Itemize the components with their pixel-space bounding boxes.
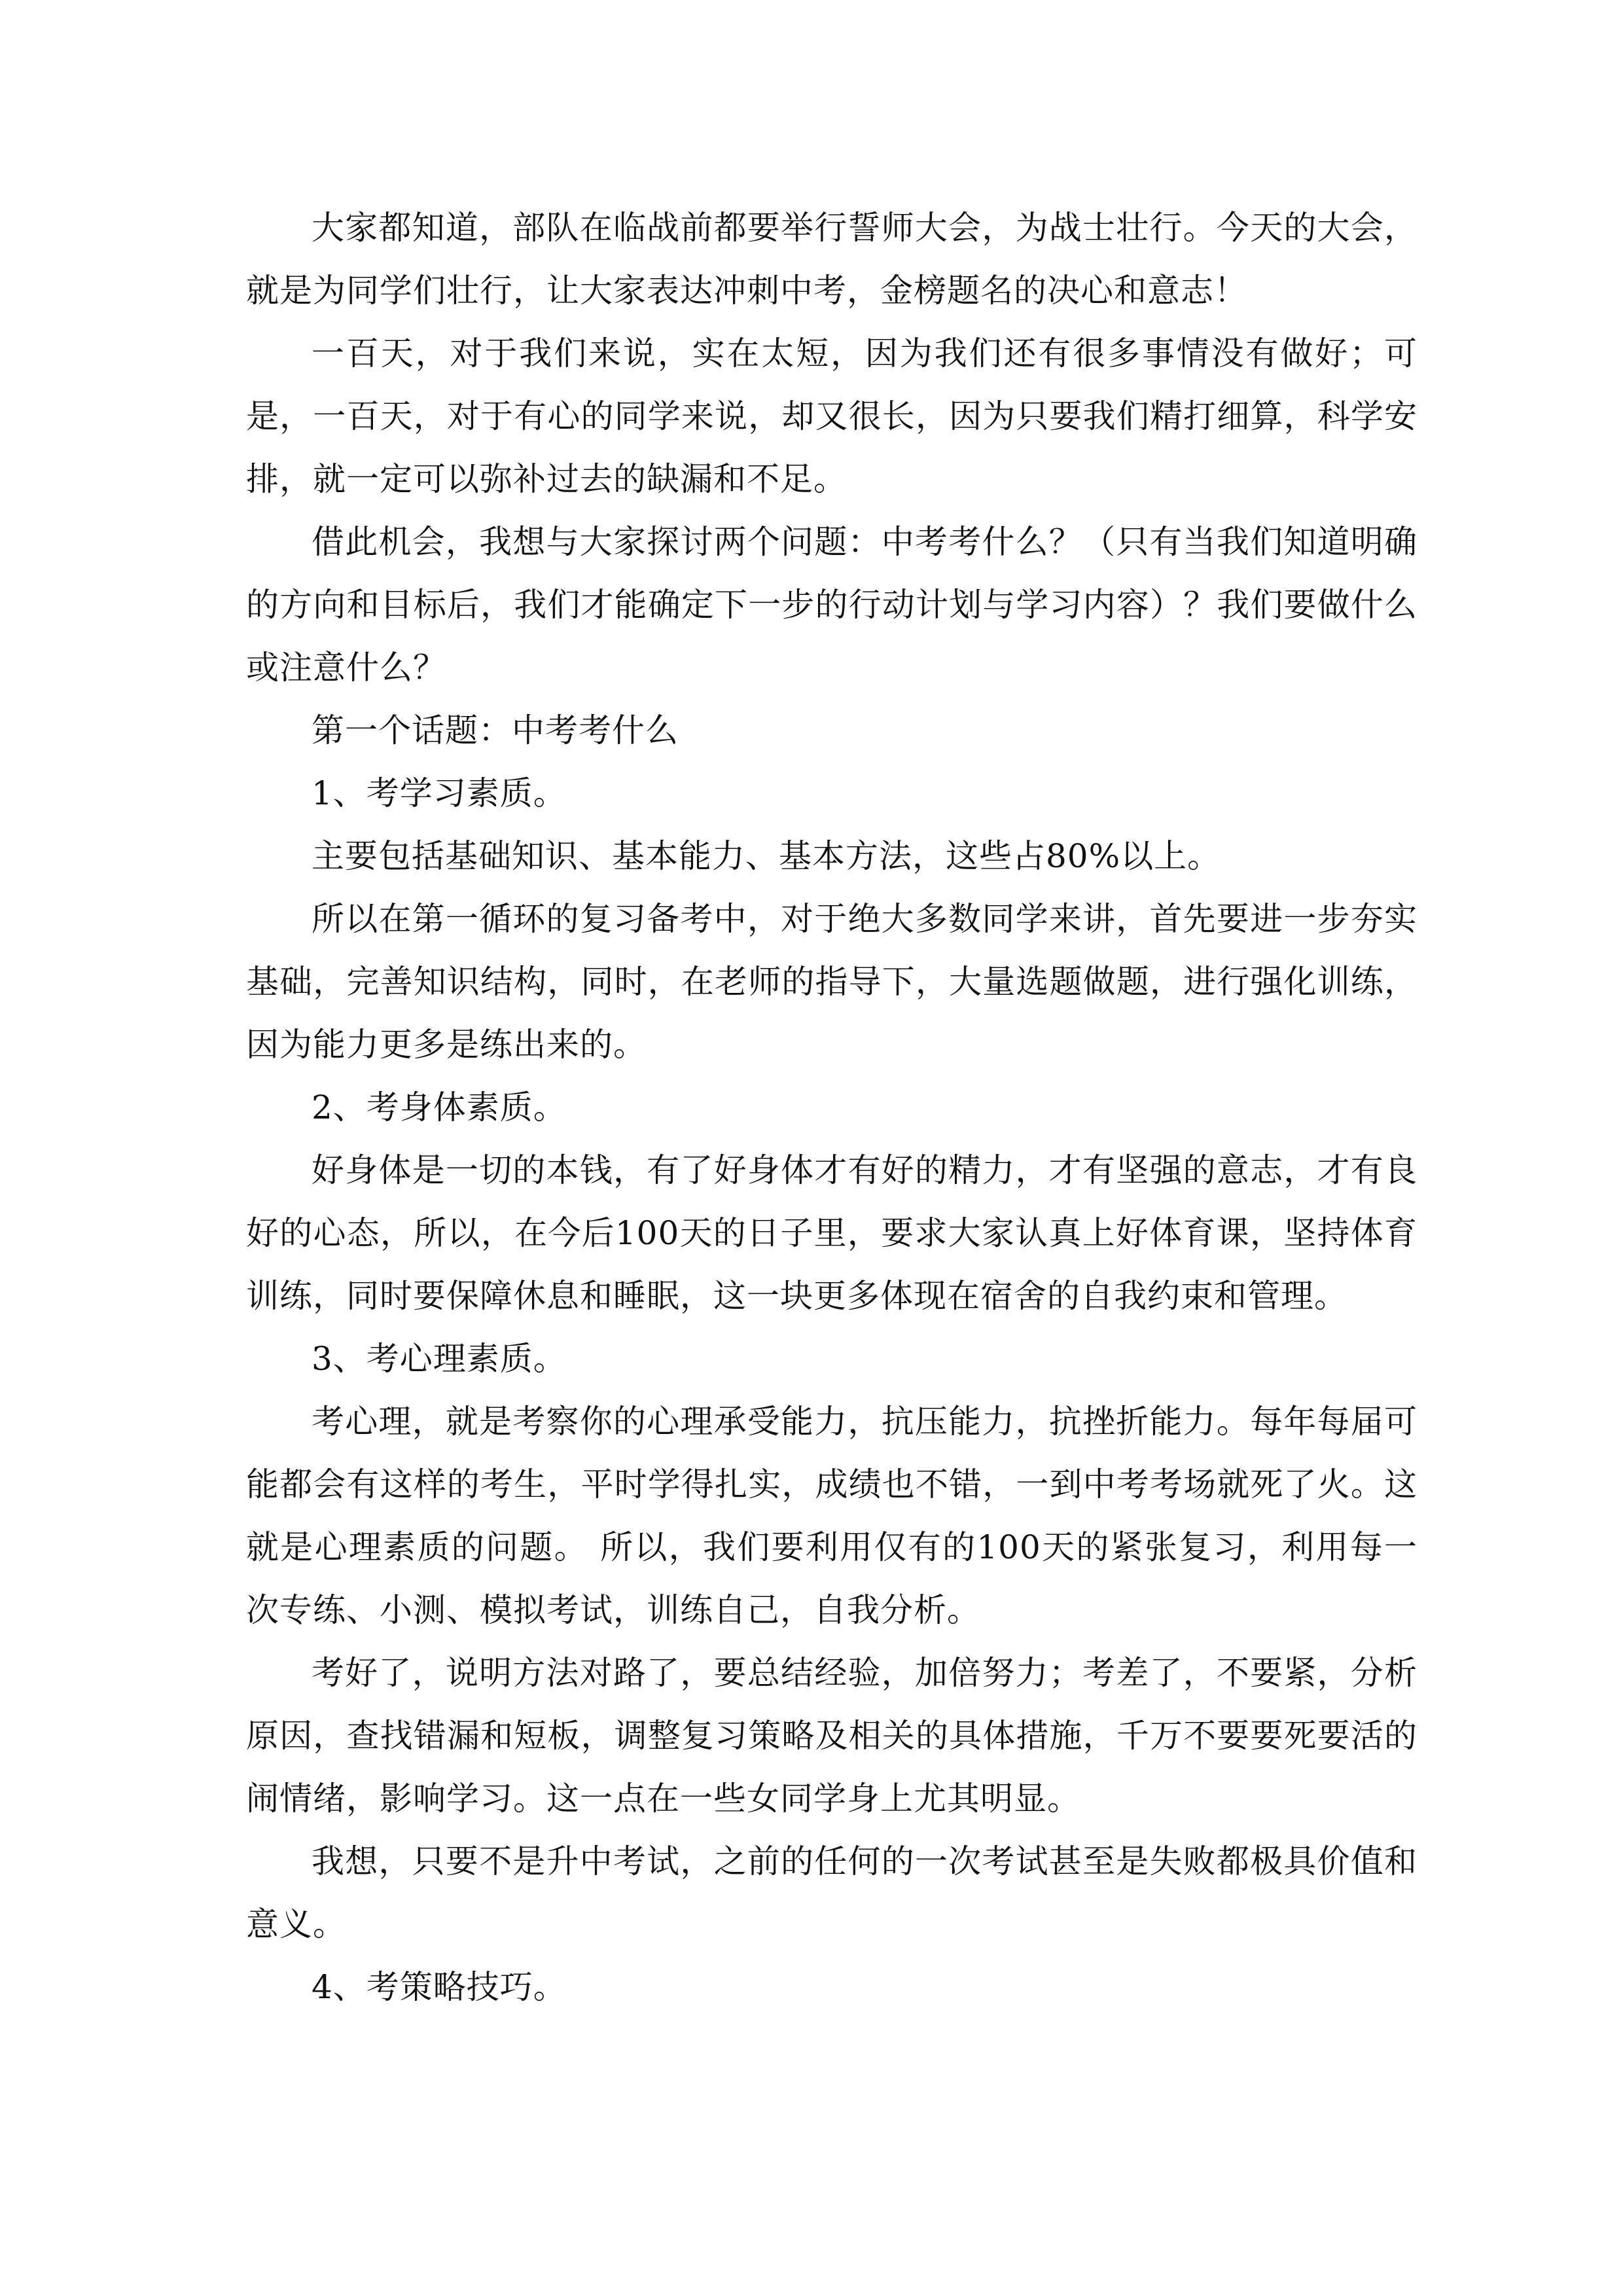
- paragraph-rally-intro: 大家都知道，部队在临战前都要举行誓师大会，为战士壮行。今天的大会，就是为同学们壮行，让大家表达冲刺中考，金榜题名的决心和意志！: [246, 209, 1418, 310]
- paragraph-learning-detail: 所以在第一循环的复习备考中，对于绝大多数同学来讲，首先要进一步夯实基础，完善知识结构，同时，在老师的指导下，大量选题做题，进行强化训练，因为能力更多是练出来的。: [246, 900, 1418, 1064]
- item-heading-physical: 2、考身体素质。: [312, 1088, 567, 1126]
- item-heading-learning: 1、考学习素质。: [312, 774, 567, 812]
- paragraph-physical-detail: 好身体是一切的本钱，有了好身体才有好的精力，才有坚强的意志，才有良好的心态，所以，在今后100天的日子里，要求大家认真上好体育课，坚持体育训练，同时要保障休息和睡眠，这一块更多体现在宿舍的自我约束和管理。: [246, 1151, 1418, 1315]
- body-text: [246, 196, 1418, 2018]
- paragraph-exam-reflection: 考好了，说明方法对路了，要总结经验，加倍努力；考差了，不要紧，分析原因，查找错漏和短板，调整复习策略及相关的具体措施，千万不要要死要活的闹情绪，影响学习。这一点在一些女同学身上尤其明显。: [246, 1654, 1418, 1818]
- paragraph-two-questions: 借此机会，我想与大家探讨两个问题：中考考什么？（只有当我们知道明确的方向和目标后，我们才能确定下一步的行动计划与学习内容）？我们要做什么或注意什么？: [246, 523, 1418, 687]
- paragraph-hundred-days: 一百天，对于我们来说，实在太短，因为我们还有很多事情没有做好；可是，一百天，对于有心的同学来说，却又很长，因为只要我们精打细算，科学安排，就一定可以弥补过去的缺漏和不足。: [246, 334, 1418, 498]
- paragraph-mental-detail: 考心理，就是考察你的心理承受能力，抗压能力，抗挫折能力。每年每届可能都会有这样的考生，平时学得扎实，成绩也不错，一到中考考场就死了火。这就是心理素质的问题。 所以，我们要利用仅有的100天的紧张复习，利用每一次专练、小测、模拟考试，训练自己，自我分析。: [246, 1403, 1418, 1629]
- paragraph-value-of-failure: 我想，只要不是升中考试，之前的任何的一次考试甚至是失败都极具价值和意义。: [246, 1842, 1418, 1943]
- item-heading-strategy: 4、考策略技巧。: [312, 1968, 567, 2006]
- section-heading-topic-one: 第一个话题：中考考什么: [312, 711, 679, 749]
- paragraph-learning-summary: 主要包括基础知识、基本能力、基本方法，这些占80%以上。: [312, 837, 1221, 875]
- item-heading-mental: 3、考心理素质。: [312, 1340, 567, 1378]
